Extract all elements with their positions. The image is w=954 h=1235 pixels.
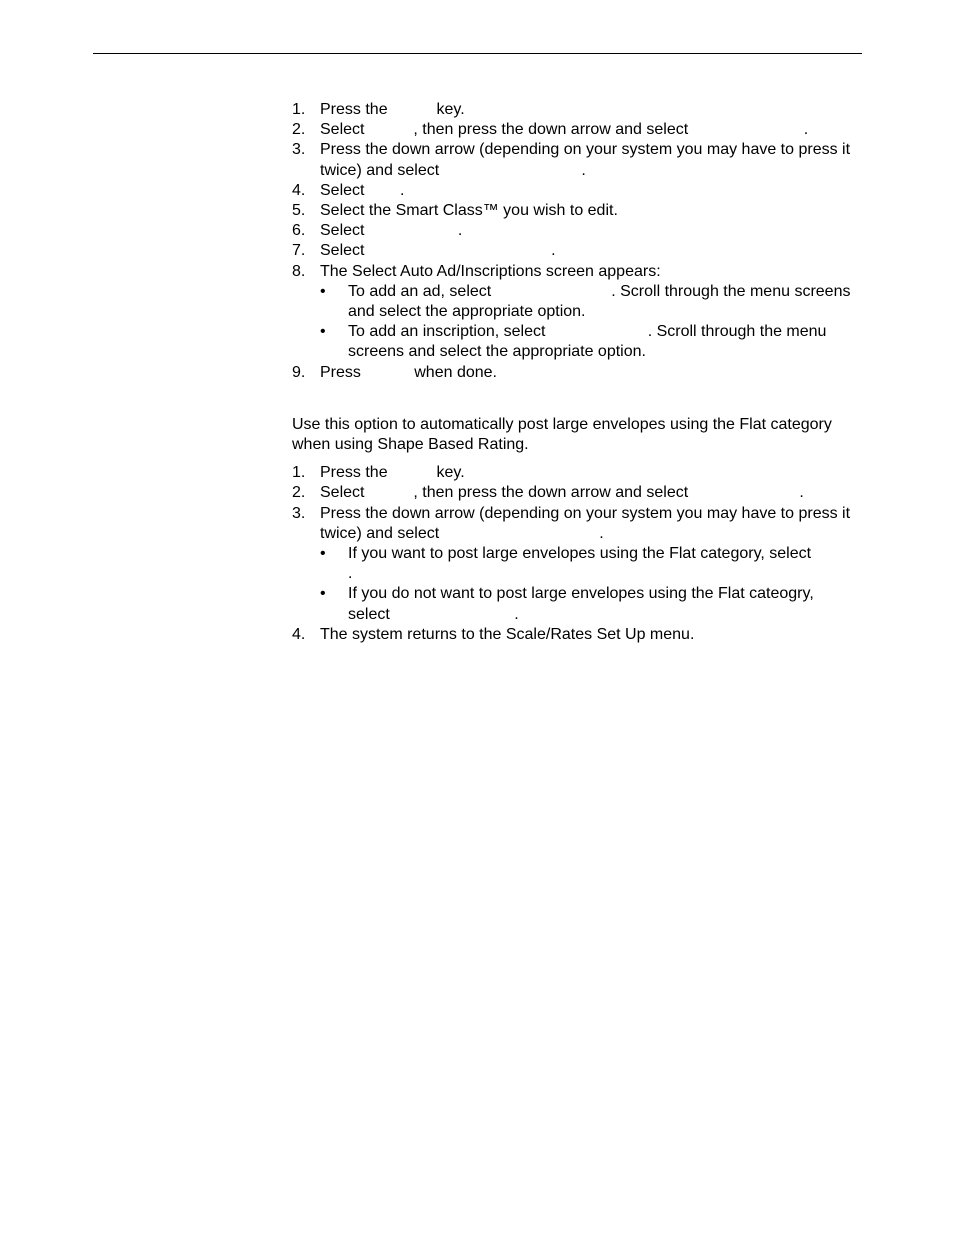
step: 2. Select , then press the down arrow and select . — [292, 484, 804, 502]
step: 1. Press the key. — [292, 101, 465, 118]
step: 7. Select . — [292, 242, 556, 260]
sub-step: • To add an ad, select . Scroll through the menu screens and select the appropriate option. — [320, 282, 855, 321]
step: 5. Select the Smart Class™ you wish to edit. — [292, 202, 618, 220]
step: 4. Select . — [292, 181, 405, 199]
sub-step: • If you do not want to post large envelopes using the Flat cateogry, select . — [320, 585, 819, 623]
step: 4. The system returns to the Scale/Rates Set Up menu. — [292, 625, 695, 643]
document-body — [292, 100, 927, 645]
sub-step: • If you want to post large envelopes using the Flat category, select . — [320, 545, 927, 583]
step: 9. Press when done. — [292, 363, 497, 381]
procedure-auto-ad — [292, 100, 857, 383]
header-rule — [93, 53, 862, 54]
step: 8. The Select Auto Ad/Inscriptions screen appears: — [292, 262, 661, 280]
step: 2. Select , then press the down arrow and select . — [292, 121, 809, 139]
section-intro: Use this option to automatically post large envelopes using the Flat category when using Shape Based Rating. — [292, 415, 832, 454]
step: 3. Press the down arrow (depending on your system you may have to press it twice) and select . — [292, 504, 855, 542]
sub-step: • To add an inscription, select . Scroll through the menu screens and select the appropriate option. — [320, 323, 831, 361]
step: 6. Select . — [292, 222, 463, 240]
step: 3. Press the down arrow (depending on your system you may have to press it twice) and select . — [292, 141, 855, 179]
step: 1. Press the key. — [292, 464, 465, 482]
procedure-large-envelopes — [292, 463, 927, 645]
